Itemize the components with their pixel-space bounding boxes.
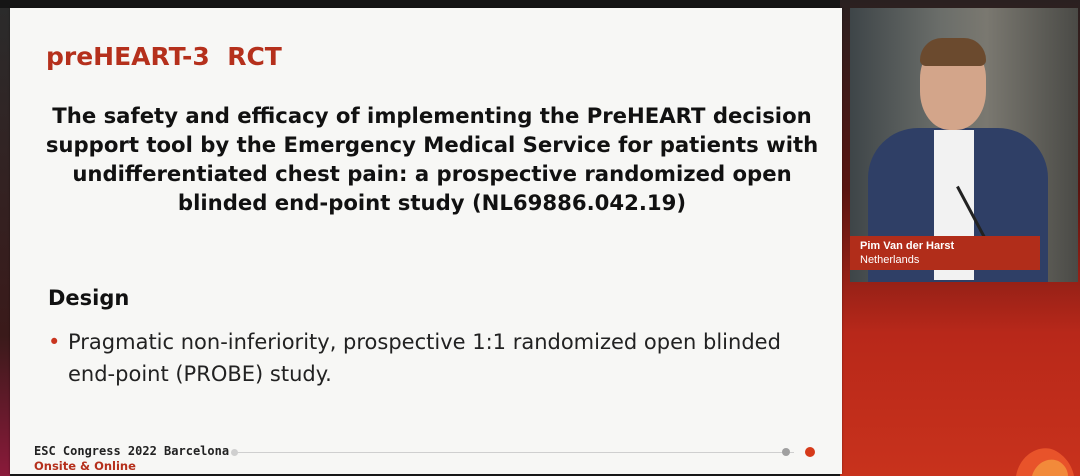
footer-congress: ESC Congress 2022 Barcelona [34,444,230,458]
slide-title: preHEART-3 RCT [46,42,282,71]
design-bullet [48,326,828,390]
progress-track [234,452,794,453]
study-title: The safety and efficacy of implementing the PreHEART decision support tool by the Emergency Medical Service for patients with undifferentiated chest pain: a prospective randomized open blinded end-point study (NL69886.042.19) [45,103,819,215]
presentation-slide [10,8,842,474]
design-heading: Design [48,286,130,310]
speaker-name: Pim Van der Harst [860,240,955,252]
esc-logo-icon [1010,440,1076,476]
speaker-lower-third [850,236,1040,270]
bullet-icon: • [48,330,61,354]
progress-previous-dot [782,448,790,456]
speaker-hair [920,38,986,66]
stage-left-edge [0,8,10,476]
bullet-text: Pragmatic non-inferiority, prospective 1:1 randomized open blinded end-point (PROBE) study. [68,330,781,386]
footer-mode: Onsite & Online [34,459,136,473]
speaker-video [850,8,1078,282]
progress-current-dot [805,447,815,457]
speaker-country: Netherlands [860,254,920,266]
